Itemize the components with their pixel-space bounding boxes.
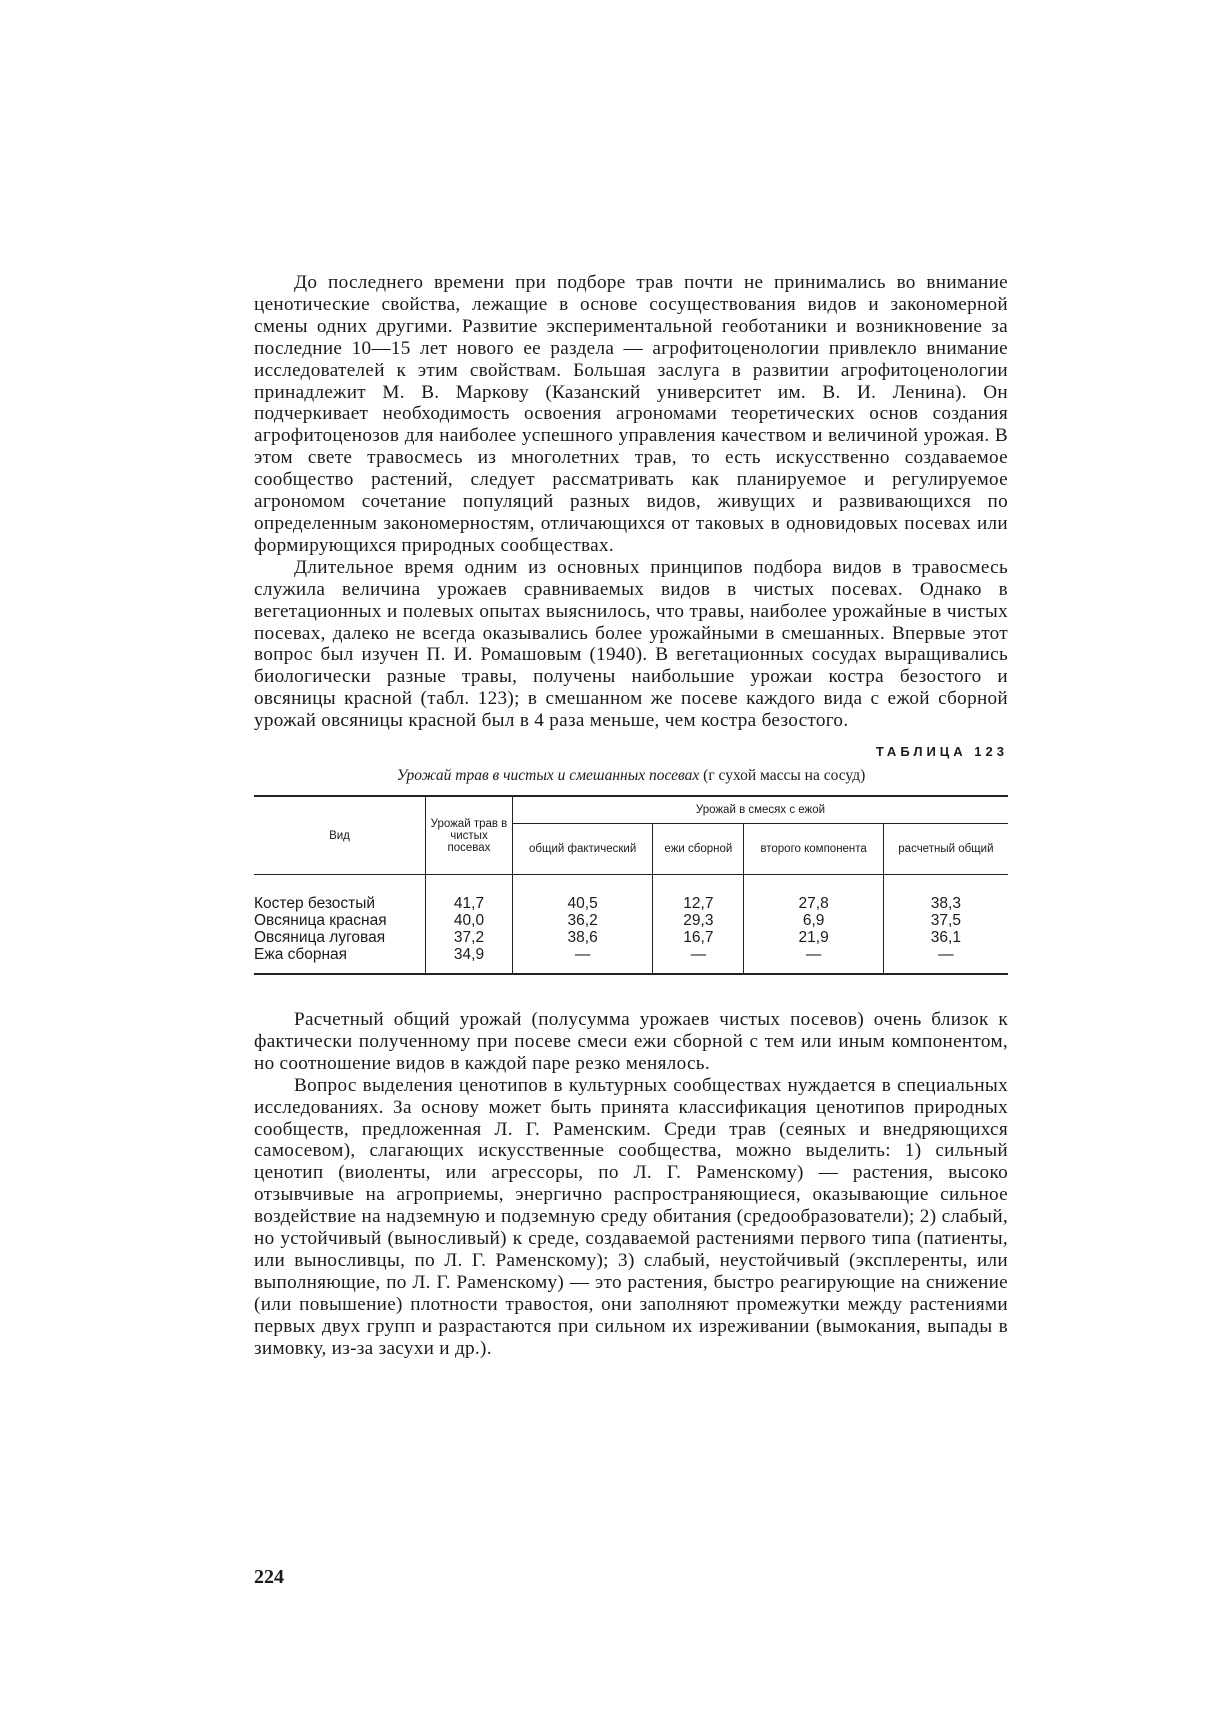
cell-calc: — bbox=[938, 946, 954, 964]
table-row bbox=[254, 875, 1008, 913]
header-second-component: второго компонента bbox=[744, 824, 883, 875]
paragraph-2: Длительное время одним из основных принципов подбора видов в травосмесь служила величина урожаев сравниваемых видов в чистых посевах. Однако в вегетационных и полевых опытах выяснилось, что травы, наиболее урожайные в чистых посевах, далеко не всегда оказывались более урожайными в смешанных. Впервые этот вопрос был изучен П. И. Ромашовым (1940). В вегетационных сосудах выращивались биологически разные травы, получены наибольшие урожаи костра безостого и овсяницы красной (табл. 123); в смешанном же посеве каждого вида с ежой сборной урожай овсяницы красной был в 4 раза меньше, чем костра безостого. bbox=[254, 556, 1008, 732]
cell-pure: 37,2 bbox=[425, 929, 512, 946]
cell-ezha: 12,7 bbox=[653, 875, 744, 913]
row-species: Ежа сборная bbox=[254, 946, 425, 974]
header-species: Вид bbox=[254, 796, 425, 875]
header-calculated-total: расчетный общий bbox=[883, 824, 1008, 875]
header-pure-yield: Урожай трав в чистых посевах bbox=[425, 796, 512, 875]
paragraph-1: До последнего времени при подборе трав почти не принимались во внимание ценотические свойства, лежащие в основе сосуществования видов и закономерной смены одних другими. Развитие экспериментальной геоботаники и возникновение за последние 10—15 лет нового ее раздела — агрофитоценологии привлекло внимание исследователей к этим свойствам. Большая заслуга в развитии агрофитоценологии принадлежит М. В. Маркову (Казанский университет им. В. И. Ленина). Он подчеркивает необходимость освоения агрономами теоретических основ создания агрофитоценозов для наиболее успешного управления качеством и величиной урожая. В этом свете травосмесь из многолетних трав, то есть искусственно создаваемое сообщество растений, следует рассматривать как планируемое и регулируемое агрономом сочетание популяций разных видов, живущих и развивающихся по определенным закономерностям, отличающихся от таковых в одновидовых посевах или формирующихся природных сообществах. bbox=[254, 272, 1008, 556]
row-species: Овсяница луговая bbox=[254, 929, 425, 946]
cell-actual: — bbox=[512, 946, 652, 974]
cell-actual: 40,5 bbox=[512, 875, 652, 913]
table-row bbox=[254, 912, 1008, 929]
table-caption bbox=[254, 767, 1008, 785]
cell-actual: 36,2 bbox=[512, 912, 652, 929]
cell-calc: 36,1 bbox=[930, 929, 961, 947]
cell-calc: 38,3 bbox=[930, 895, 961, 913]
paragraph-3: Расчетный общий урожай (полусумма урожаев чистых посевов) очень близок к фактически полученному при посеве смеси ежи сборной с тем или иным компонентом, но соотношение видов в каждой паре резко менялось. bbox=[254, 1009, 1008, 1074]
header-actual-total: общий фактический bbox=[512, 824, 652, 875]
cell-second: 27,8 bbox=[744, 875, 883, 913]
table-number: ТАБЛИЦА 123 bbox=[875, 744, 1008, 760]
paragraph-4: Вопрос выделения ценотипов в культурных сообществах нуждается в специальных исследованиях. За основу может быть принята классификация ценотипов природных сообществ, предложенная Л. Г. Раменским. Среди трав (сеяных и внедряющихся самосевом), слагающих искусственные сообщества, можно выделить: 1) сильный ценотип (виоленты, или агрессоры, по Л. Г. Раменскому) — растения, высоко отзывчивые на агроприемы, энергично распространяющиеся, оказывающие сильное воздействие на надземную и подземную среду обитания (средообразователи); 2) слабый, но устойчивый (выносливый) к среде, создаваемой растениями первого типа (патиенты, или выносливцы, по Л. Г. Раменскому); 3) слабый, неустойчивый (эксплеренты, или выполняющие, по Л. Г. Раменскому) — это растения, быстро реагирующие на снижение (или повышение) плотности травостоя, они заполняют промежутки между растениями первых двух групп и разрастаются при сильном их изреживании (вымокания, выпады в зимовку, из-за засухи и др.). bbox=[254, 1074, 1008, 1359]
table-caption-title: Урожай трав в чистых и смешанных посевах bbox=[396, 767, 700, 785]
cell-calc: 37,5 bbox=[930, 912, 961, 930]
yield-table bbox=[254, 795, 1008, 975]
cell-second: — bbox=[744, 946, 883, 974]
cell-ezha: 16,7 bbox=[653, 929, 744, 946]
table-row bbox=[254, 929, 1008, 946]
cell-actual: 38,6 bbox=[512, 929, 652, 946]
cell-second: 6,9 bbox=[744, 912, 883, 929]
table-caption-units: (г сухой массы на сосуд) bbox=[699, 767, 866, 785]
cell-ezha: — bbox=[653, 946, 744, 974]
page-body bbox=[254, 272, 1008, 1360]
table-row bbox=[254, 946, 1008, 974]
header-ezha: ежи сборной bbox=[653, 824, 744, 875]
cell-second: 21,9 bbox=[744, 929, 883, 946]
cell-pure: 41,7 bbox=[425, 875, 512, 913]
header-mix-group: Урожай в смесях с ежой bbox=[512, 796, 1008, 824]
page-number: 224 bbox=[254, 1566, 284, 1588]
cell-pure: 40,0 bbox=[425, 912, 512, 929]
cell-ezha: 29,3 bbox=[653, 912, 744, 929]
cell-pure: 34,9 bbox=[425, 946, 512, 974]
row-species: Овсяница красная bbox=[254, 912, 425, 929]
row-species: Костер безостый bbox=[254, 875, 425, 913]
